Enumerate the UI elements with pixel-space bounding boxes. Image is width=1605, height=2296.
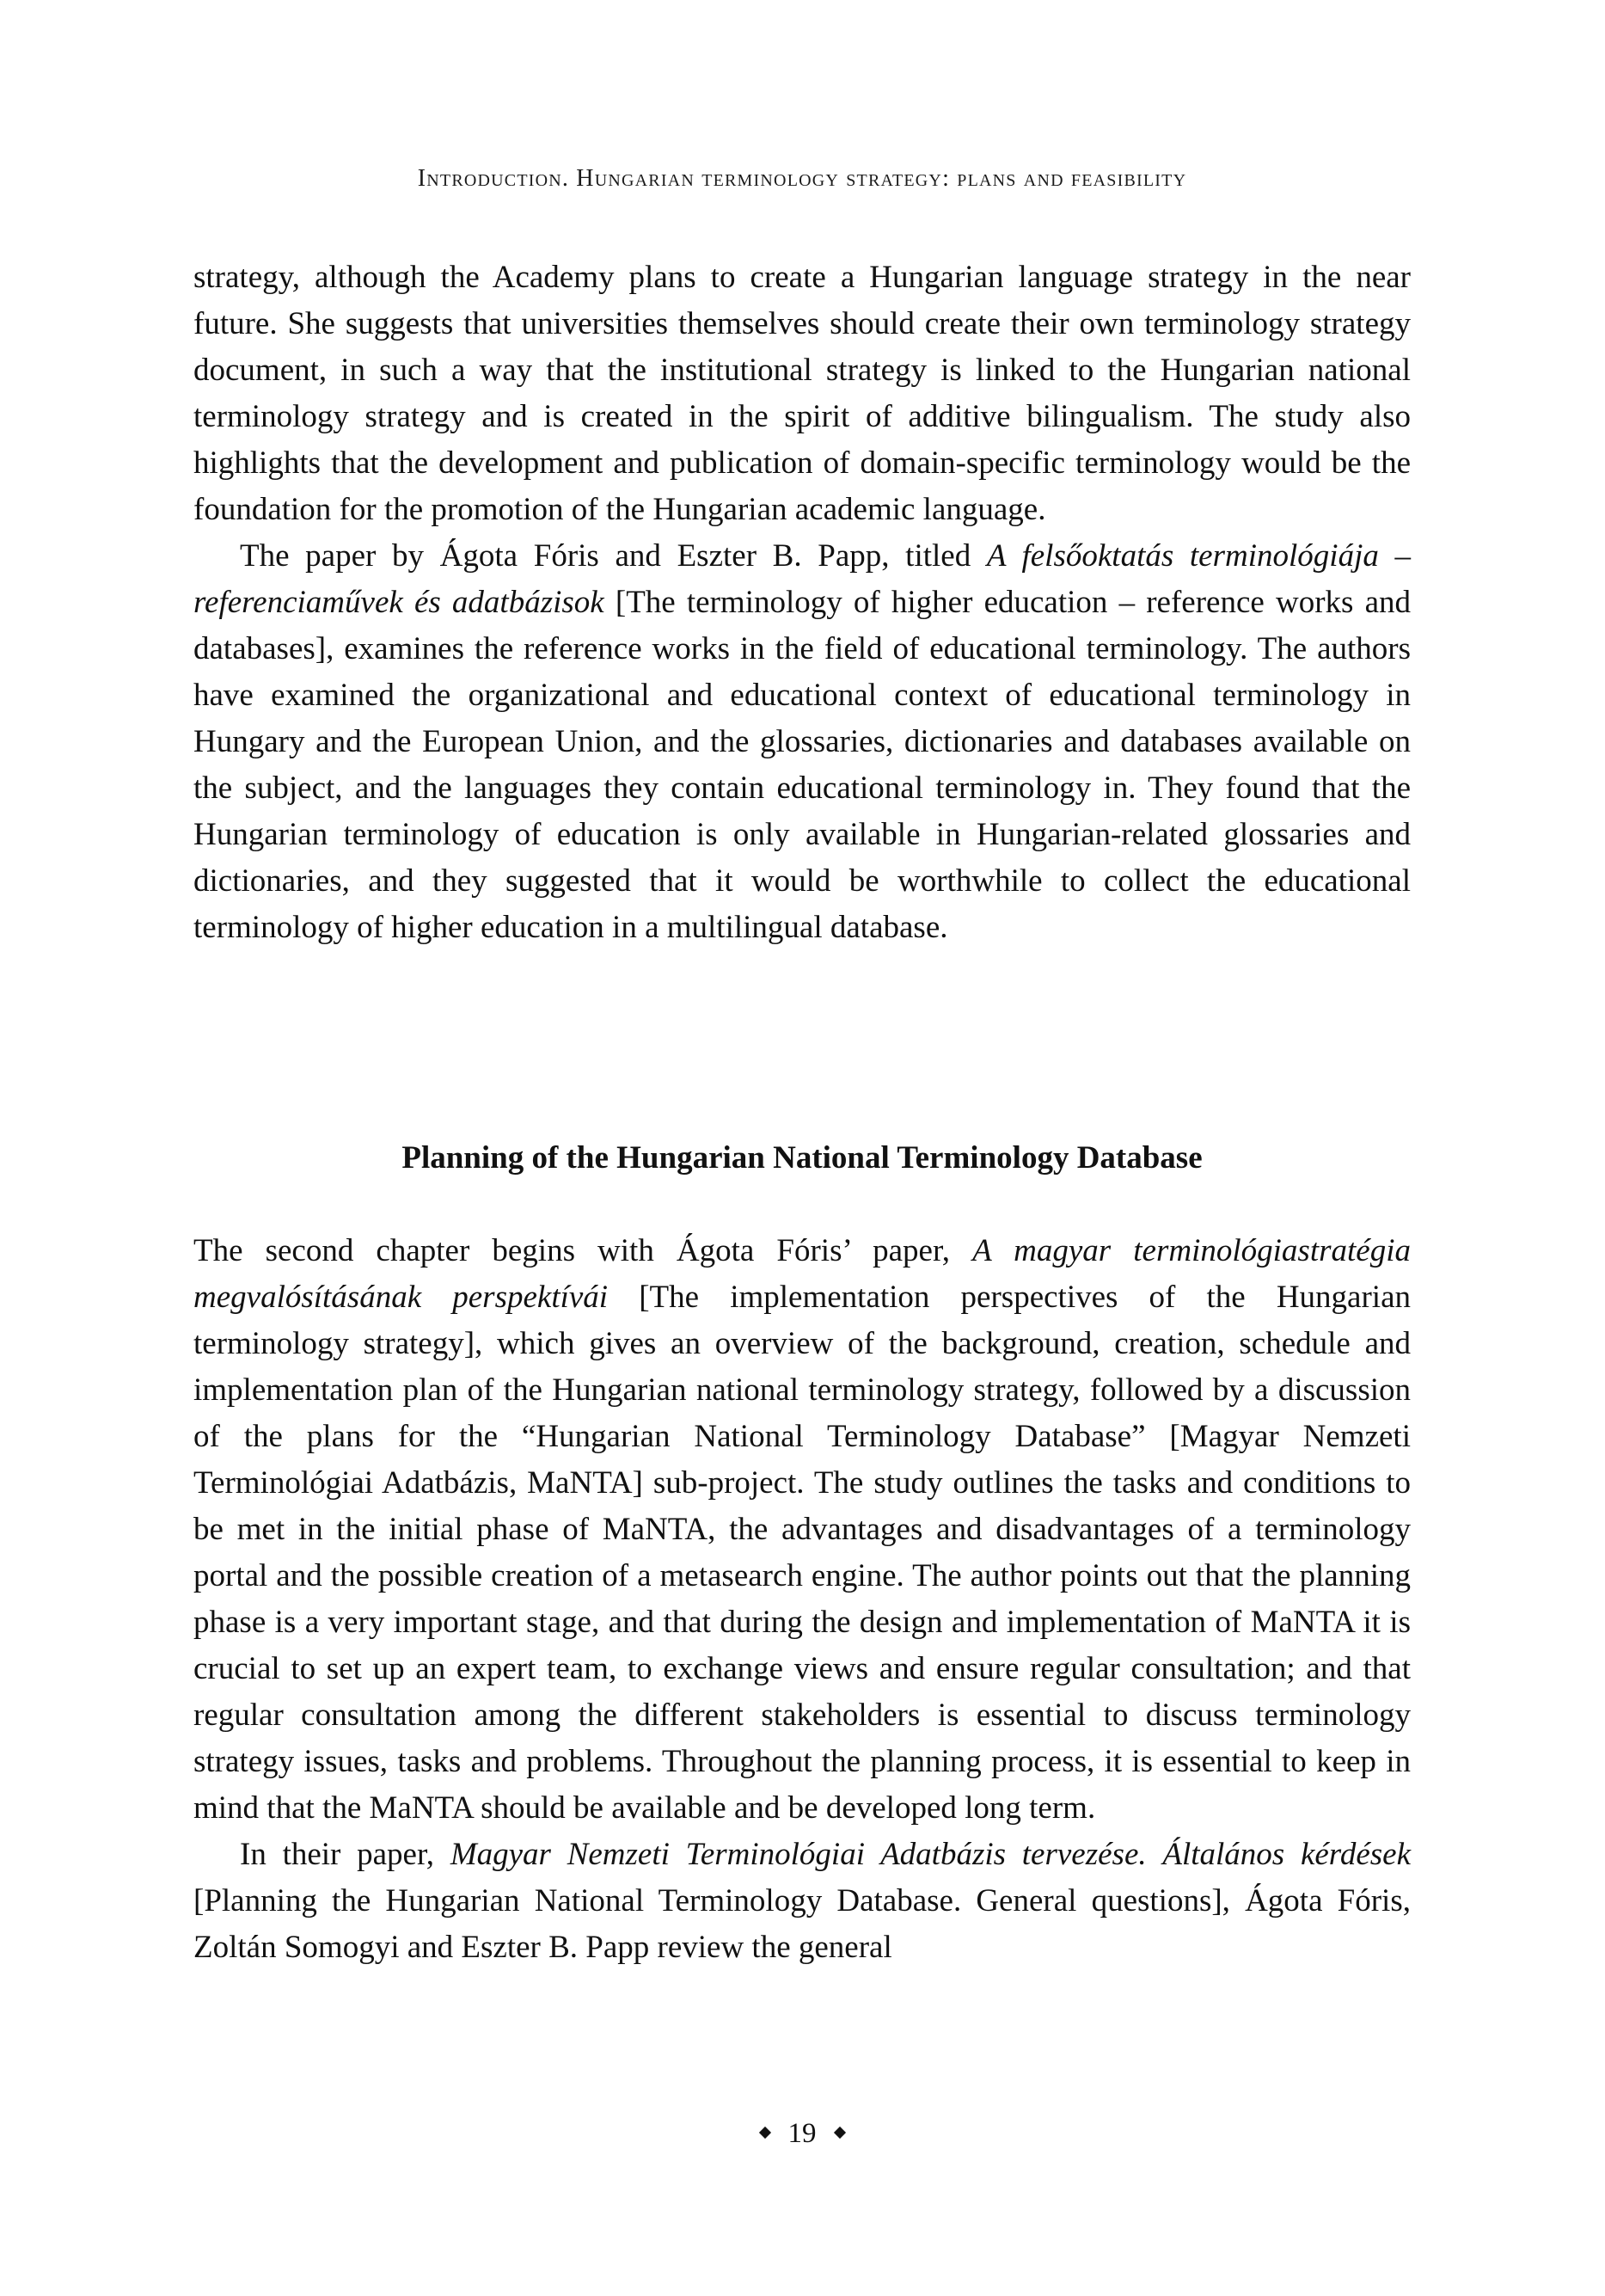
body-text-top xyxy=(193,255,1411,951)
text-run: [The implementation perspectives of the Hungarian terminology strategy], which gives an overview of the background, creation, schedule and implementation plan of the Hungarian national terminology strategy, followed by a discussion of the plans for the “Hungarian National Terminology Database” [Magyar Nemzeti Terminológiai Adatbázis, MaNTA] sub-project. The study outlines the tasks and conditions to be met in the initial phase of MaNTA, the advantages and disadvantages of a terminology portal and the possible creation of a metasearch engine. The author points out that the planning phase is a very important stage, and that during the design and implementation of MaNTA it is crucial to set up an expert team, to exchange views and ensure regular consultation; and that regular consultation among the different stakeholders is essential to discuss terminology strategy issues, tasks and problems. Throughout the planning process, it is essential to keep in mind that the MaNTA should be available and be developed long term. xyxy=(193,1280,1411,1826)
paragraph xyxy=(193,533,1411,951)
page-number-value: 19 xyxy=(787,2118,817,2149)
text-run: In their paper, xyxy=(240,1837,450,1872)
italic-title: A felsőoktatás terminológiája – referenciaművek és adatbázisok xyxy=(193,538,1412,620)
text-run: [The terminology of higher education – reference works and databases], examines the reference works in the field of educational terminology. The authors have examined the organizational and educational context of educational terminology in Hungary and the European Union, and the glossaries, dictionaries and databases available on the subject, and the languages they contain educational terminology in. They found that the Hungarian terminology of education is only available in Hungarian-related glossaries and dictionaries, and they suggested that it would be worthwhile to collect the educational terminology of higher education in a multilingual database. xyxy=(193,585,1411,945)
paragraph xyxy=(193,255,1411,533)
text-run: strategy, although the Academy plans to create a Hungarian language strategy in the near future. She suggests that universities themselves should create their own terminology strategy document, in such a way that the institutional strategy is linked to the Hungarian national terminology strategy and is created in the spirit of additive bilingualism. The study also highlights that the development and publication of domain-specific terminology would be the foundation for the promotion of the Hungarian academic language. xyxy=(193,260,1411,527)
paragraph xyxy=(193,1228,1411,1832)
italic-title: A magyar terminológiastratégia megvalósításának perspektívái xyxy=(193,1233,1411,1315)
section-heading: Planning of the Hungarian National Terminology Database xyxy=(401,1140,1203,1176)
text-run: [Planning the Hungarian National Terminology Database. General questions], Ágota Fóris, Zoltán Somogyi and Eszter B. Papp review the general xyxy=(193,1883,1411,1965)
italic-title: Magyar Nemzeti Terminológiai Adatbázis tervezése. Általános kérdések xyxy=(450,1837,1411,1872)
diamond-bullet-icon xyxy=(758,2127,770,2139)
paragraph xyxy=(193,1832,1411,1971)
diamond-bullet-icon xyxy=(833,2127,845,2139)
running-head: Introduction. Hungarian terminology strategy: plans and feasibility xyxy=(417,165,1187,192)
text-run: The second chapter begins with Ágota Fóris’ paper, xyxy=(193,1233,973,1268)
page-number xyxy=(193,2112,1411,2155)
text-run: The paper by Ágota Fóris and Eszter B. Papp, titled xyxy=(240,538,987,574)
body-text-bottom xyxy=(193,1228,1411,1971)
